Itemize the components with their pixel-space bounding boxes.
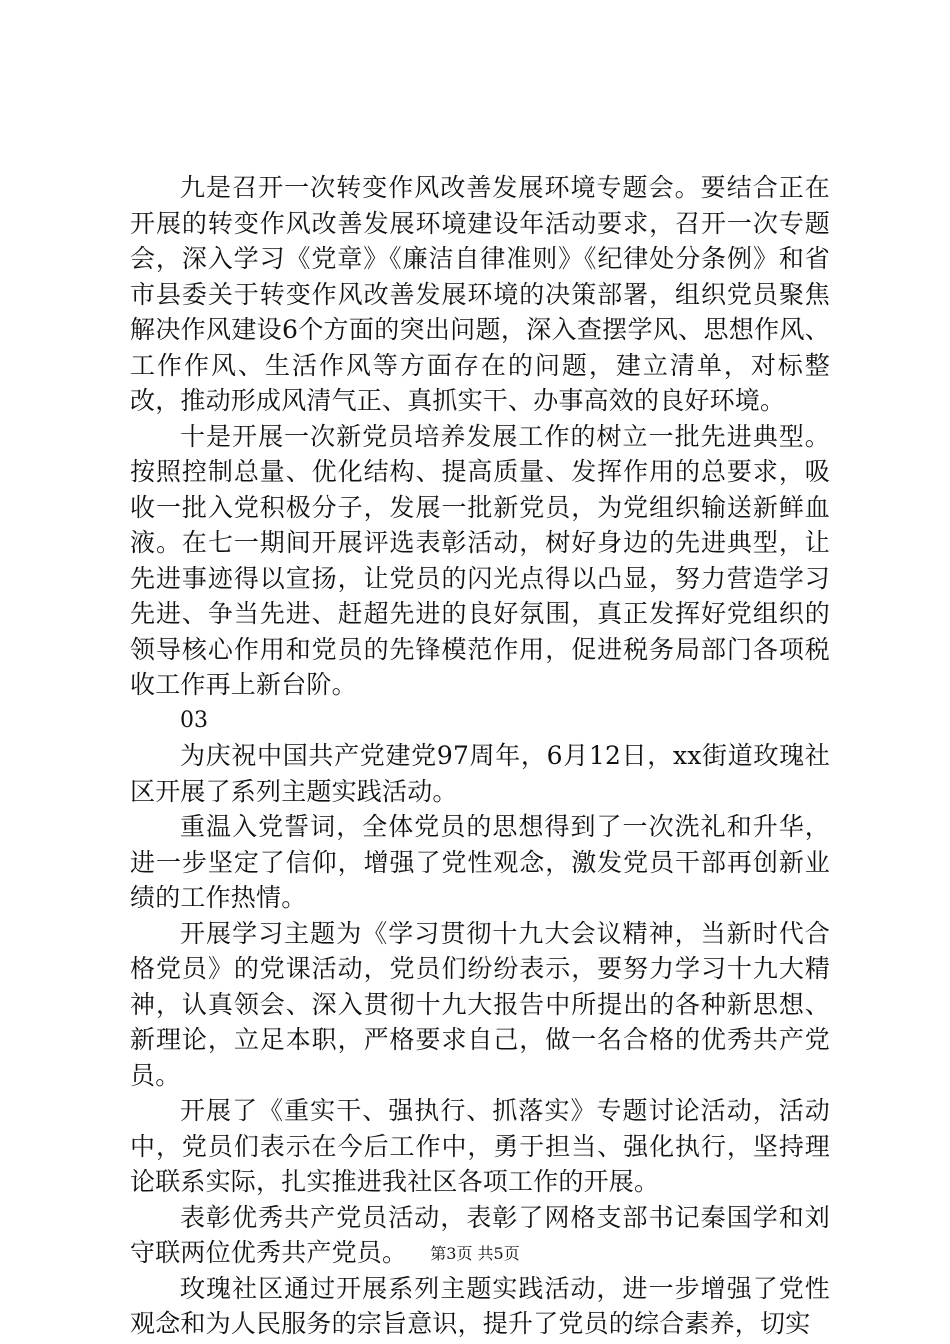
paragraph-meeting-nine: 九是召开一次转变作风改善发展环境专题会。要结合正在开展的转变作风改善发展环境建设年活动要求，召开一次专题会，深入学习《党章》《廉洁自律准则》《纪律处分条例》和省市县委关于转变作风改善发展环境的决策部署，组织党员聚焦解决作风建设6个方面的突出问题，深入查摆学风、思想作风、工作作风、生活作风等方面存在的问题，建立清单，对标整改，推动形成风清气正、真抓实干、办事高效的良好环境。 [130, 173, 830, 415]
page-footer: 第3页 共5页 [430, 1244, 520, 1263]
paragraph-discussion: 开展了《重实干、强执行、抓落实》专题讨论活动，活动中，党员们表示在今后工作中，勇于担当、强化执行，坚持理论联系实际，扎实推进我社区各项工作的开展。 [130, 1096, 830, 1196]
paragraph-party-lesson: 开展学习主题为《学习贯彻十九大会议精神，当新时代合格党员》的党课活动，党员们纷纷表示，要努力学习十九大精神，认真领会、深入贯彻十九大报告中所提出的各种新思想、新理论，立足本职，严格要求自己，做一名合格的优秀共产党员。 [130, 918, 830, 1090]
paragraph-anniversary: 为庆祝中国共产党建党97周年，6月12日，xx街道玫瑰社区开展了系列主题实践活动。 [130, 741, 830, 806]
section-number: 03 [180, 707, 208, 733]
paragraph-new-members-ten: 十是开展一次新党员培养发展工作的树立一批先进典型。按照控制总量、优化结构、提高质量、发挥作用的总要求，吸收一批入党积极分子，发展一批新党员，为党组织输送新鲜血液。在七一期间开展评选表彰活动，树好身边的先进典型，让先进事迹得以宣扬，让党员的闪光点得以凸显，努力营造学习先进、争当先进、赶超先进的良好氛围，真正发挥好党组织的领导核心作用和党员的先锋模范作用，促进税务局部门各项税收工作再上新台阶。 [130, 421, 830, 699]
paragraph-summary: 玫瑰社区通过开展系列主题实践活动，进一步增强了党性观念和为人民服务的宗旨意识，提升了党员的综合素养，切实 [130, 1273, 830, 1338]
document-body [130, 170, 830, 1342]
paragraph-commendation: 表彰优秀共产党员活动，表彰了网格支部书记秦国学和刘守联两位优秀共产党员。 [130, 1202, 830, 1267]
paragraph-oath: 重温入党誓词，全体党员的思想得到了一次洗礼和升华，进一步坚定了信仰，增强了党性观念，激发党员干部再创新业绩的工作热情。 [130, 812, 830, 912]
